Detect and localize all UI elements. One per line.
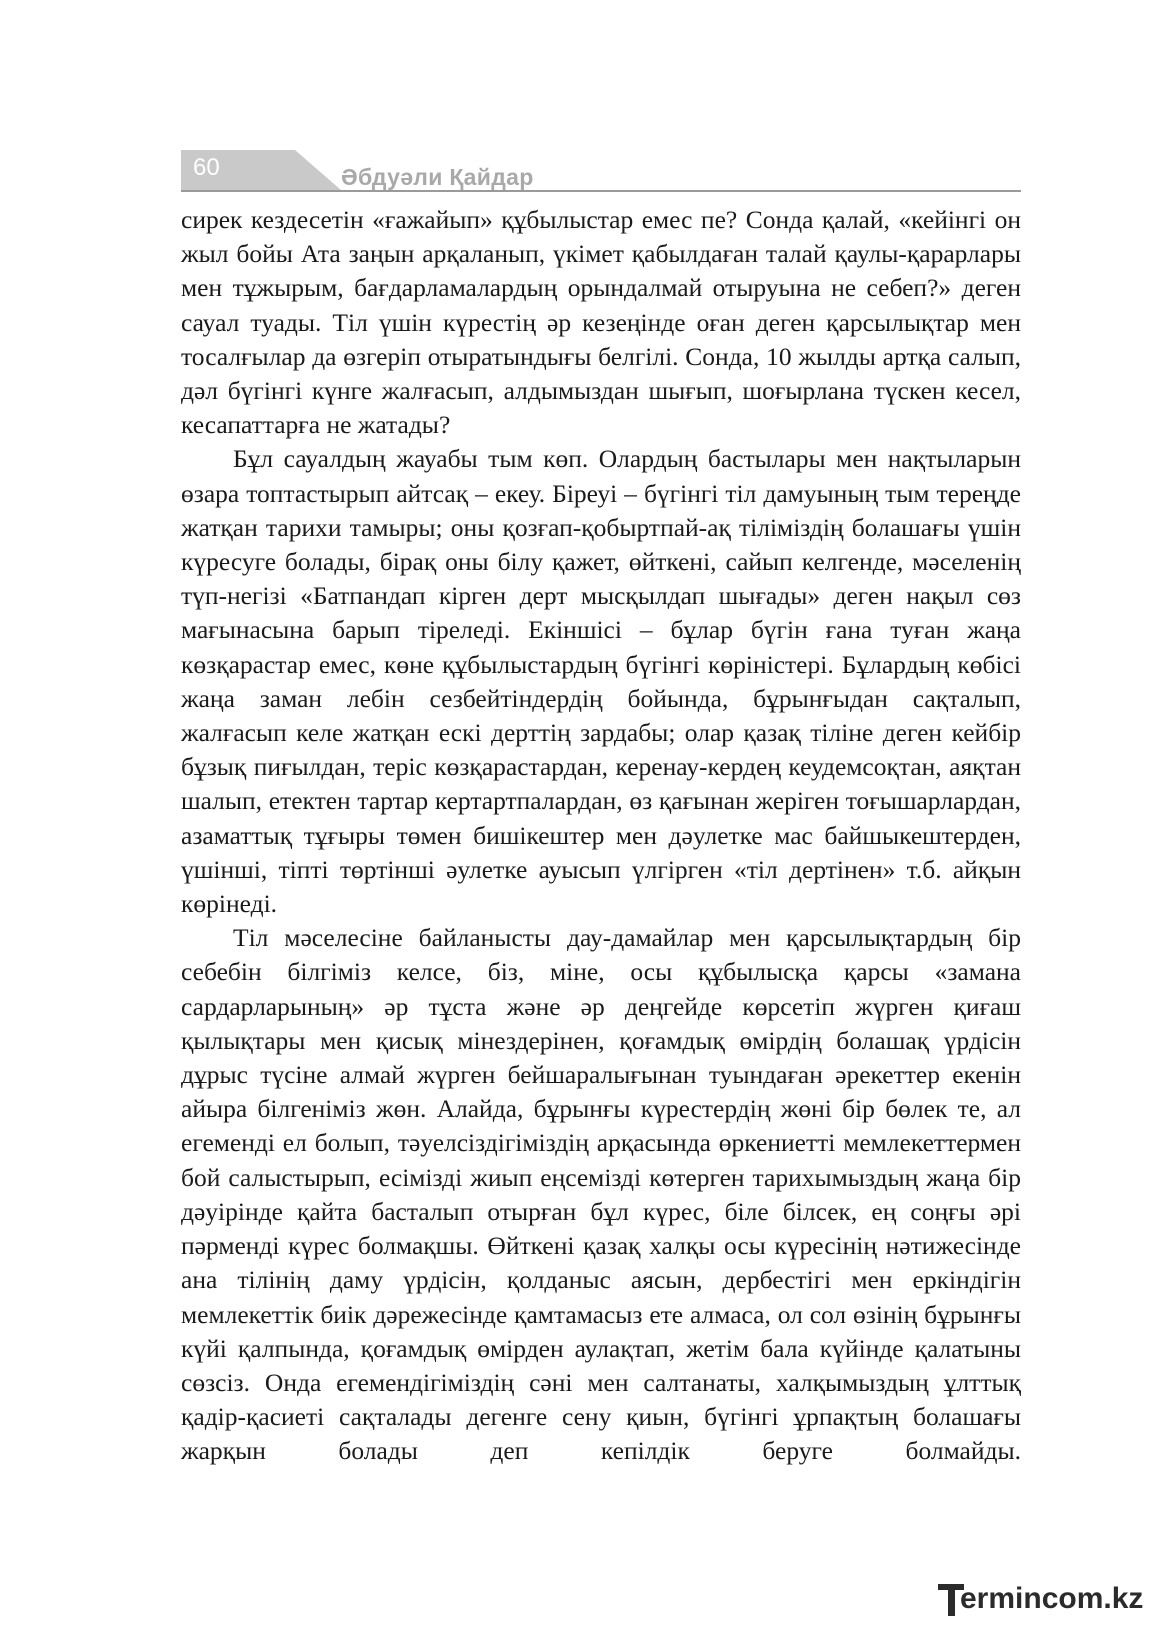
body-text	[181, 203, 1021, 1469]
watermark-text: ermincom.kz	[960, 1582, 1144, 1615]
watermark	[938, 1580, 1144, 1620]
page-number: 60	[193, 154, 220, 181]
paragraph-1: сирек кездесетін «ғажайып» құбылыстар емес пе? Сонда қалай, «кейінгі он жыл бойы Ата заңын арқаланып, үкімет қабылдаған талай қаулы-қарарлары мен тұжырым, бағдарламалардың орындалмай отыруына не себеп?» деген сауал туады. Тіл үшін күрестің әр кезеңінде оған деген қарсылықтар мен тосалғылар да өзгеріп отыратындығы белгілі. Сонда, 10 жылды артқа салып, дәл бүгінгі күнге жалғасып, алдымыздан шығып, шоғырлана түскен кесел, кесапаттарға не жатады?	[181, 205, 1021, 440]
page-number-tab	[181, 150, 273, 190]
paragraph-2: Бұл сауалдың жауабы тым көп. Олардың бастылары мен нақтыларын өзара топтастырып айтсақ – екеу. Біреуі – бүгінгі тіл дамуының тым тереңде жатқан тарихи тамыры; оны қозғап-қобыртпай-ақ тіліміздің болашағы үшін күресуге болады, бірақ оны білу қажет, өйткені, сайып келгенде, мәселенің түп-негізі «Батпандап кірген дерт мысқылдап шығады» деген нақыл сөз мағынасына барып тіреледі. Екіншісі – бұлар бүгін ғана туған жаңа көзқарастар емес, көне құбылыстардың бүгінгі көріністері. Бұлардың көбісі жаңа заман лебін сезбейтіндердің бойында, бұрынғыдан сақталып, жалғасып келе жатқан ескі дерттің зардабы; олар қазақ тіліне деген кейбір бұзық пиғылдан, теріс көзқарастардан, керенау-кердең кеудемсоқтан, аяқтан шалып, етектен тартар кертартпалардан, өз қағынан жеріген тоғышарлардан, азаматтық тұғыры төмен бишікештер мен дәулетке мас байшыкештерден, үшінші, тіпті төртінші әулетке ауысып үлгірген «тіл дертінен» т.б. айқын көрінеді.	[181, 444, 1021, 919]
header-wedge-shape	[273, 150, 343, 191]
header-rule	[181, 190, 1021, 192]
page-header	[181, 150, 1021, 196]
paragraph-3: Тіл мәселесіне байланысты дау-дамайлар мен қарсылықтардың бір себебін білгіміз келсе, біз, міне, осы құбылысқа қарсы «замана сардарларының» әр тұста және әр деңгейде көрсетіп жүрген қиғаш қылықтары мен қисық мінездерінен, қоғамдық өмірдің болашақ үрдісін дұрыс түсіне алмай жүрген бейшаралығынан туындаған әрекеттер екенін айыра білгеніміз жөн. Алайда, бұрынғы күрестердің жөні бір бөлек те, ал егеменді ел болып, тәуелсіздігіміздің арқасында өркениетті мемлекеттермен бой салыстырып, есімізді жиып еңсемізді көтерген тарихымыздың жаңа бір дәуірінде қайта басталып отырған бұл күрес, біле білсек, ең соңғы әрі пәрменді күрес болмақшы. Өйткені қазақ халқы осы күресінің нәтижесінде ана тілінің даму үрдісін, қолданыс аясын, дербестігі мен еркіндігін мемлекеттік биік дәрежесінде қамтамасыз ете алмаса, ол сол өзінің бұрынғы күйі қалпында, қоғамдық өмірден аулақтап, жетім бала күйінде қалатыны сөзсіз. Онда егемендігіміздің сәні мен салтанаты, халқымыздың ұлттық қадір-қасиеті сақталады дегенге сену қиын, бүгінгі ұрпақтың болашағы жарқын болады деп кепілдік беруге болмайды.	[181, 923, 1021, 1466]
running-head-author: Әбдуәли Қайдар	[341, 164, 534, 190]
